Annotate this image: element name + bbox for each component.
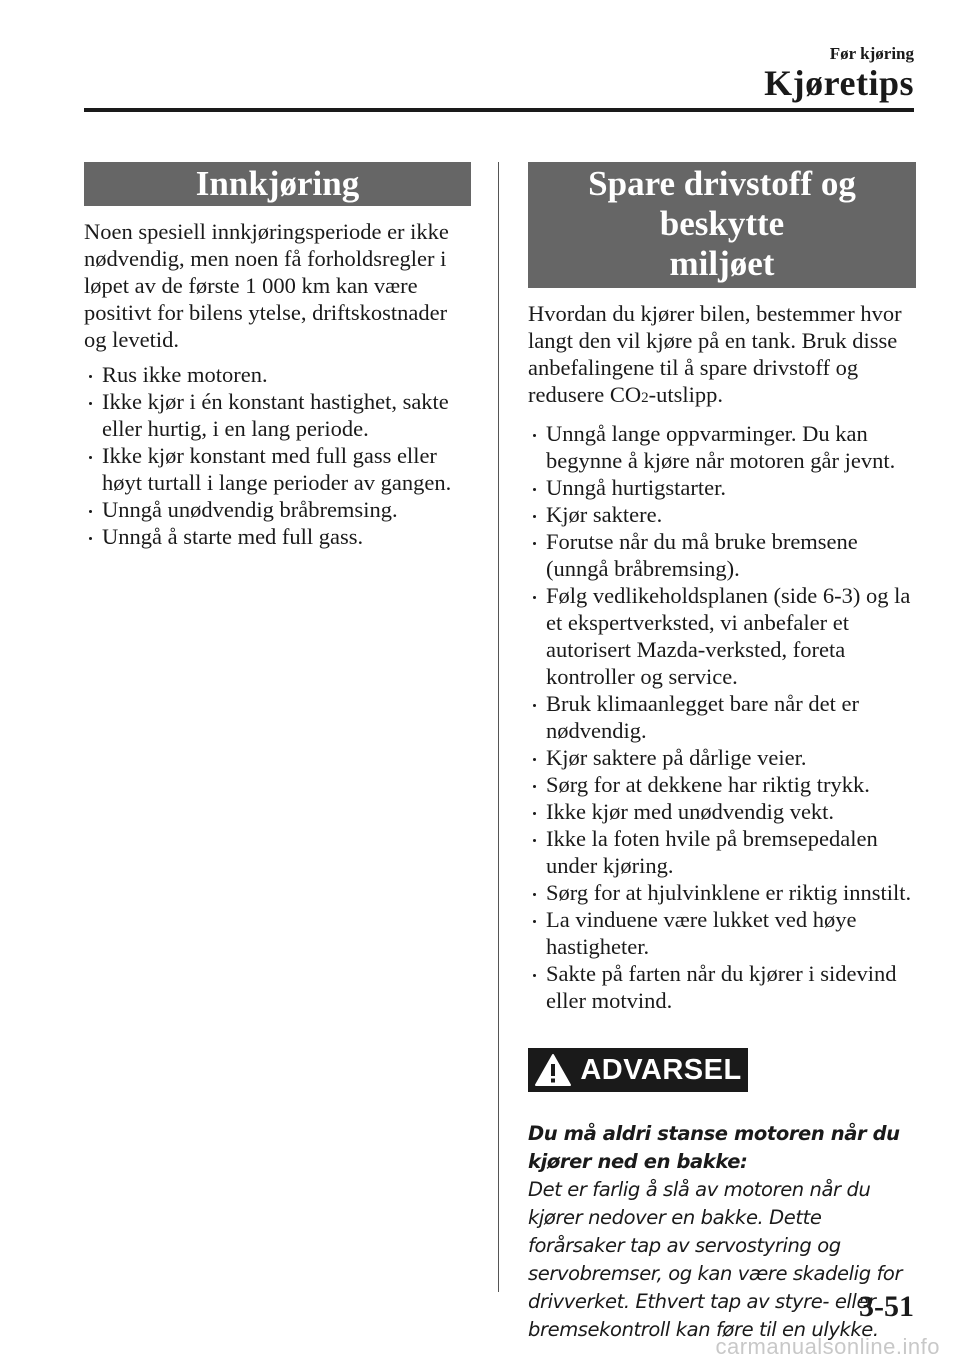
fuel-economy-list — [528, 420, 916, 1014]
warning-triangle-icon — [534, 1053, 572, 1087]
list-item: Unngå unødvendig bråbremsing. — [84, 496, 471, 523]
list-item: Forutse når du må bruke bremsene (unngå bråbremsing). — [528, 528, 916, 582]
intro-text-end: -utslipp. — [648, 382, 723, 407]
list-item: Ikke kjør i én konstant hastighet, sakte eller hurtig, i en lang periode. — [84, 388, 471, 442]
list-item: Unngå lange oppvarminger. Du kan begynne å kjøre når motoren går jevnt. — [528, 420, 916, 474]
list-item: Ikke la foten hvile på bremsepedalen under kjøring. — [528, 825, 916, 879]
fuel-economy-heading — [528, 162, 916, 288]
left-column — [84, 162, 471, 550]
column-divider — [498, 162, 499, 1292]
intro-text: Hvordan du kjører bilen, bestemmer hvor langt den vil kjøre på en tank. Bruk disse anbefalingene til å spare drivstoff og redusere CO — [528, 301, 902, 407]
break-in-heading: Innkjøring — [84, 162, 471, 206]
warning-title: Du må aldri stanse motoren når du kjører ned en bakke: — [528, 1122, 900, 1173]
list-item: Unngå å starte med full gass. — [84, 523, 471, 550]
fuel-economy-heading-line1: Spare drivstoff og beskytte — [588, 164, 856, 243]
running-header-chapter: Kjøretips — [764, 63, 914, 103]
list-item: Sørg for at hjulvinklene er riktig innstilt. — [528, 879, 916, 906]
list-item: Bruk klimaanlegget bare når det er nødvendig. — [528, 690, 916, 744]
list-item: Sakte på farten når du kjører i sidevind eller motvind. — [528, 960, 916, 1014]
warning-text — [528, 1120, 916, 1344]
list-item: Unngå hurtigstarter. — [528, 474, 916, 501]
fuel-economy-heading-line2: miljøet — [669, 244, 775, 283]
list-item: Ikke kjør med unødvendig vekt. — [528, 798, 916, 825]
list-item: Kjør saktere. — [528, 501, 916, 528]
warning-body: Det er farlig å slå av motoren når du kjører nedover en bakke. Dette forårsaker tap av servostyring og servobremser, og kan være skadelig for drivverket. Ethvert tap av styre- eller bremsekontroll kan føre til en ulykke. — [528, 1178, 903, 1341]
list-item: Følg vedlikeholdsplanen (side 6-3) og la et ekspertverksted, vi anbefaler et autorisert Mazda-verksted, foreta kontroller og service. — [528, 582, 916, 690]
list-item: La vinduene være lukket ved høye hastigheter. — [528, 906, 916, 960]
co2-subscript: 2 — [641, 390, 649, 406]
fuel-economy-intro — [528, 300, 916, 412]
break-in-intro: Noen spesiell innkjøringsperiode er ikke nødvendig, men noen få forholdsregler i løpet av de første 1 000 km kan være positivt for bilens ytelse, driftskostnader og levetid. — [84, 219, 449, 352]
list-item: Rus ikke motoren. — [84, 361, 471, 388]
right-column — [528, 162, 916, 1344]
list-item: Kjør saktere på dårlige veier. — [528, 744, 916, 771]
header-rule — [84, 108, 914, 112]
list-item: Ikke kjør konstant med full gass eller høyt turtall i lange perioder av gangen. — [84, 442, 471, 496]
warning-badge — [528, 1048, 748, 1092]
break-in-list — [84, 361, 471, 550]
watermark: carmanualsonline.info — [715, 1334, 940, 1359]
page-number: 3-51 — [859, 1290, 914, 1323]
list-item: Sørg for at dekkene har riktig trykk. — [528, 771, 916, 798]
warning-label: ADVARSEL — [580, 1053, 742, 1086]
running-header-section: Før kjøring — [829, 44, 914, 63]
